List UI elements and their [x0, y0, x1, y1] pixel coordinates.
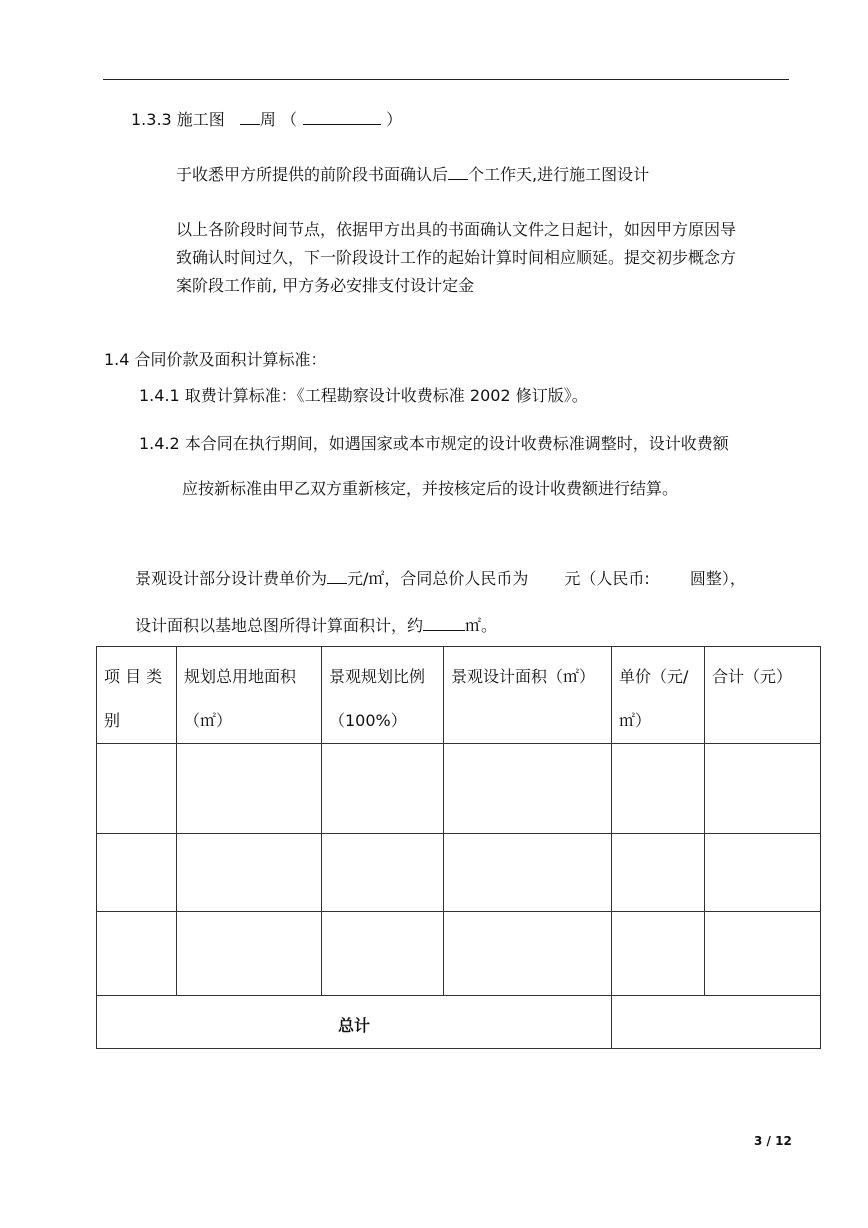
- date-blank: [303, 108, 381, 125]
- section-1-3-3-prefix: 1.3.3 施工图: [131, 110, 225, 129]
- section-1-3-3-line: [131, 108, 402, 132]
- section-1-3-3-middle: 周 （: [259, 110, 297, 129]
- header-landscape-ratio: 景观规划比例（100%）: [322, 647, 444, 744]
- weeks-blank: [240, 108, 260, 125]
- fee-table: [96, 646, 821, 1049]
- table-cell: [705, 834, 821, 912]
- table-row: [97, 834, 821, 912]
- table-cell: [177, 834, 322, 912]
- table-cell: [177, 744, 322, 834]
- section-1-4-2-line-1: 1.4.2 本合同在执行期间，如遇国家或本市规定的设计收费标准调整时，设计收费额: [139, 434, 729, 453]
- timing-line-1: 以上各阶段时间节点，依据甲方出具的书面确认文件之日起计，如因甲方原因导: [176, 220, 737, 239]
- header-design-area: 景观设计面积（㎡）: [444, 647, 612, 744]
- fee-text-3: 元（人民币:: [564, 569, 650, 588]
- header-unit-price: 单价（元/㎡）: [612, 647, 705, 744]
- fee-text-1: 景观设计部分设计费单价为: [135, 569, 328, 588]
- table-cell: [177, 912, 322, 996]
- table-row: [97, 744, 821, 834]
- workdays-blank: [448, 163, 468, 180]
- header-subtotal: 合计（元）: [705, 647, 821, 744]
- table-row: [97, 912, 821, 996]
- section-1-3-3-suffix: ）: [386, 110, 403, 129]
- table-cell: [322, 834, 444, 912]
- table-cell: [705, 744, 821, 834]
- table-cell: [705, 912, 821, 996]
- confirm-paragraph: [176, 163, 649, 187]
- area-line: [135, 614, 497, 638]
- page-number: 3 / 12: [754, 1134, 792, 1148]
- table-cell: [444, 912, 612, 996]
- timing-paragraph: [176, 216, 736, 300]
- table-cell: [444, 834, 612, 912]
- area-text-2: ㎡。: [465, 616, 498, 635]
- section-1-4-2-line-2: 应按新标准由甲乙双方重新核定，并按核定后的设计收费额进行结算。: [182, 479, 679, 498]
- table-header-row: [97, 647, 821, 744]
- fee-line: [135, 567, 746, 591]
- fee-text-2: 元/㎡，合同总价人民币为: [347, 569, 529, 588]
- table-cell: [97, 912, 177, 996]
- table-cell: [97, 834, 177, 912]
- table-cell: [612, 744, 705, 834]
- area-blank: [423, 614, 465, 631]
- fee-text-4: 圆整），: [689, 569, 746, 588]
- section-1-4-heading: 1.4 合同价款及面积计算标准：: [104, 350, 327, 369]
- header-total-land-area: 规划总用地面积（㎡）: [177, 647, 322, 744]
- total-label: 总计: [97, 996, 612, 1049]
- table-cell: [97, 744, 177, 834]
- header-category: 项 目 类别: [97, 647, 177, 744]
- header-rule: [103, 79, 789, 80]
- table-cell: [612, 834, 705, 912]
- area-text-1: 设计面积以基地总图所得计算面积计，约: [135, 616, 424, 635]
- confirm-text-before: 于收悉甲方所提供的前阶段书面确认后: [176, 165, 449, 184]
- unit-price-blank: [327, 567, 347, 584]
- table-cell: [612, 912, 705, 996]
- table-cell: [322, 744, 444, 834]
- total-value-cell: [612, 996, 821, 1049]
- table-total-row: [97, 996, 821, 1049]
- timing-line-2: 致确认时间过久，下一阶段设计工作的起始计算时间相应顺延。提交初步概念方: [176, 248, 737, 267]
- section-1-4-1: 1.4.1 取费计算标准：《工程勘察设计收费标准 2002 修订版》。: [139, 386, 588, 405]
- table-cell: [322, 912, 444, 996]
- table-cell: [444, 744, 612, 834]
- timing-line-3: 案阶段工作前, 甲方务必安排支付设计定金: [176, 276, 475, 295]
- confirm-text-after: 个工作天,进行施工图设计: [468, 165, 650, 184]
